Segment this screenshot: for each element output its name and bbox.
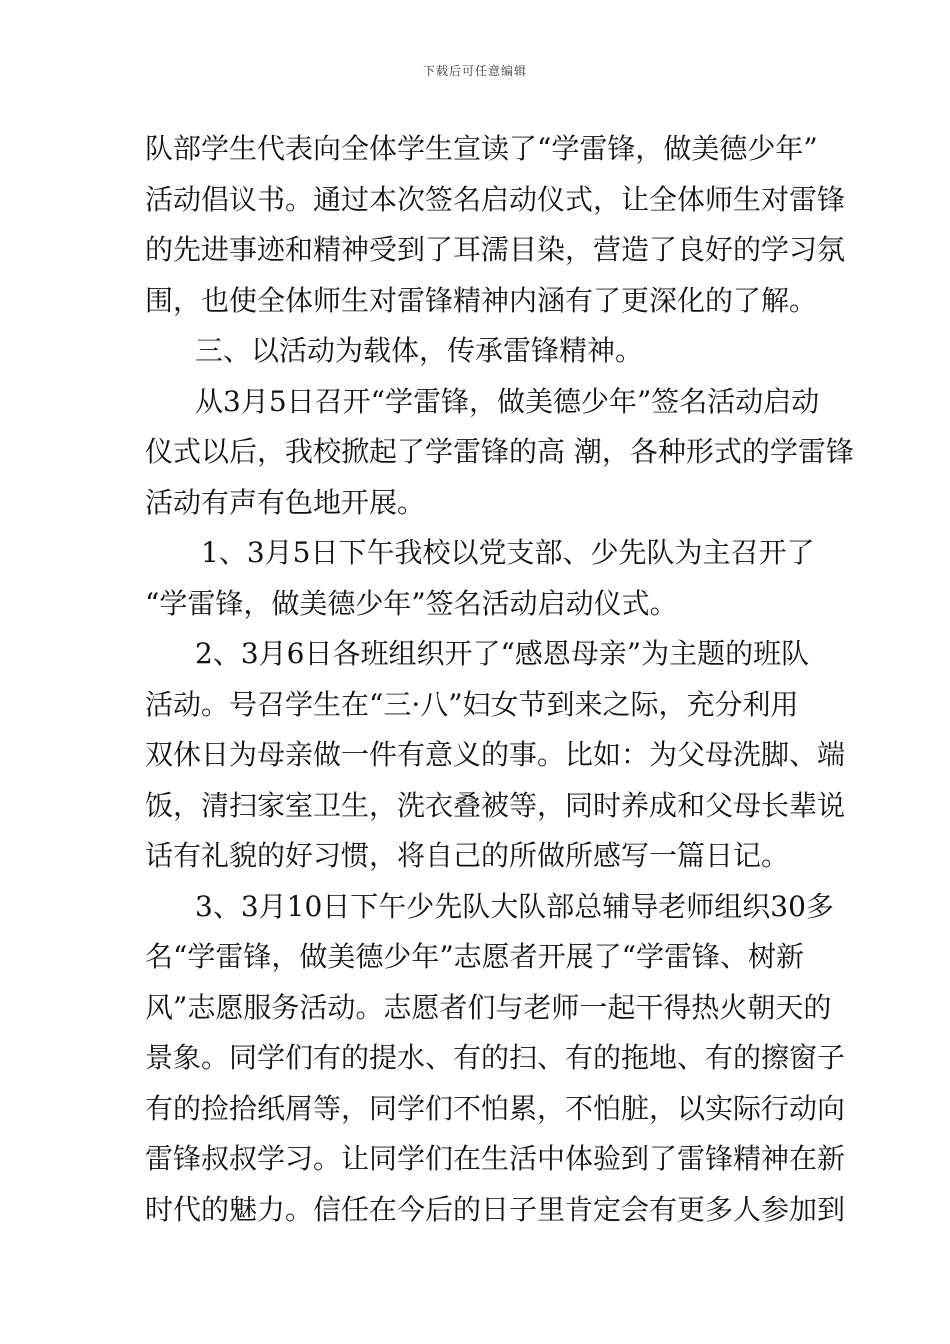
paragraph-start-line: 从3月5日召开“学雷锋，做美德少年”签名活动启动 <box>195 384 820 418</box>
page-header-note: 下载后可任意编辑 <box>422 64 527 78</box>
text-line: 话有礼貌的好习惯，将自己的所做所感写一篇日记。 <box>145 839 790 872</box>
text-line: 双休日为母亲做一件有意义的事。比如：为父母洗脚、端 <box>145 738 846 771</box>
text-line: 饭，清扫家室卫生，洗衣叠被等，同时养成和父母长辈说 <box>145 788 846 822</box>
text-line: 风”志愿服务活动。志愿者们与老师一起干得热火朝天的 <box>145 990 832 1024</box>
text-line: 活动倡议书。通过本次签名启动仪式，让全体师生对雷锋 <box>145 182 846 216</box>
text-line: 时代的魅力。信任在今后的日子里肯定会有更多人参加到 <box>145 1192 846 1226</box>
text-line: 的先进事迹和精神受到了耳濡目染，营造了良好的学习氛 <box>145 233 846 266</box>
list-item-3: 3、3月10日下午少先队大队部总辅导老师组织30多 <box>195 889 834 923</box>
text-line: 围，也使全体师生对雷锋精神内涵有了更深化的了解。 <box>145 283 818 317</box>
text-line: 景象。同学们有的提水、有的扫、有的拖地、有的擦窗子 <box>145 1041 846 1074</box>
document-body <box>145 124 854 1235</box>
text-line: 有的捡拾纸屑等，同学们不怕累，不怕脏，以实际行动向 <box>145 1091 846 1125</box>
list-item-2: 2、3月6日各班组织开了“感恩母亲”为主题的班队 <box>195 637 810 670</box>
list-item-1: 1、3月5日下午我校以党支部、少先队为主召开了 <box>201 536 815 569</box>
text-line: “学雷锋，做美德少年”签名活动启动仪式。 <box>145 586 678 620</box>
text-line: 队部学生代表向全体学生宣读了“学雷锋，做美德少年” <box>145 132 818 165</box>
text-line: 名“学雷锋，做美德少年”志愿者开展了“学雷锋、树新 <box>145 940 804 973</box>
text-line: 活动。号召学生在“三·八”妇女节到来之际，充分利用 <box>145 687 799 721</box>
section-heading: 三、以活动为载体，传承雷锋精神。 <box>195 334 644 367</box>
text-line: 雷锋叔叔学习。让同学们在生活中体验到了雷锋精神在新 <box>145 1142 846 1175</box>
text-line: 仪式以后，我校掀起了学雷锋的高 潮，各种形式的学雷锋 <box>145 435 854 468</box>
text-line: 活动有声有色地开展。 <box>145 485 426 519</box>
